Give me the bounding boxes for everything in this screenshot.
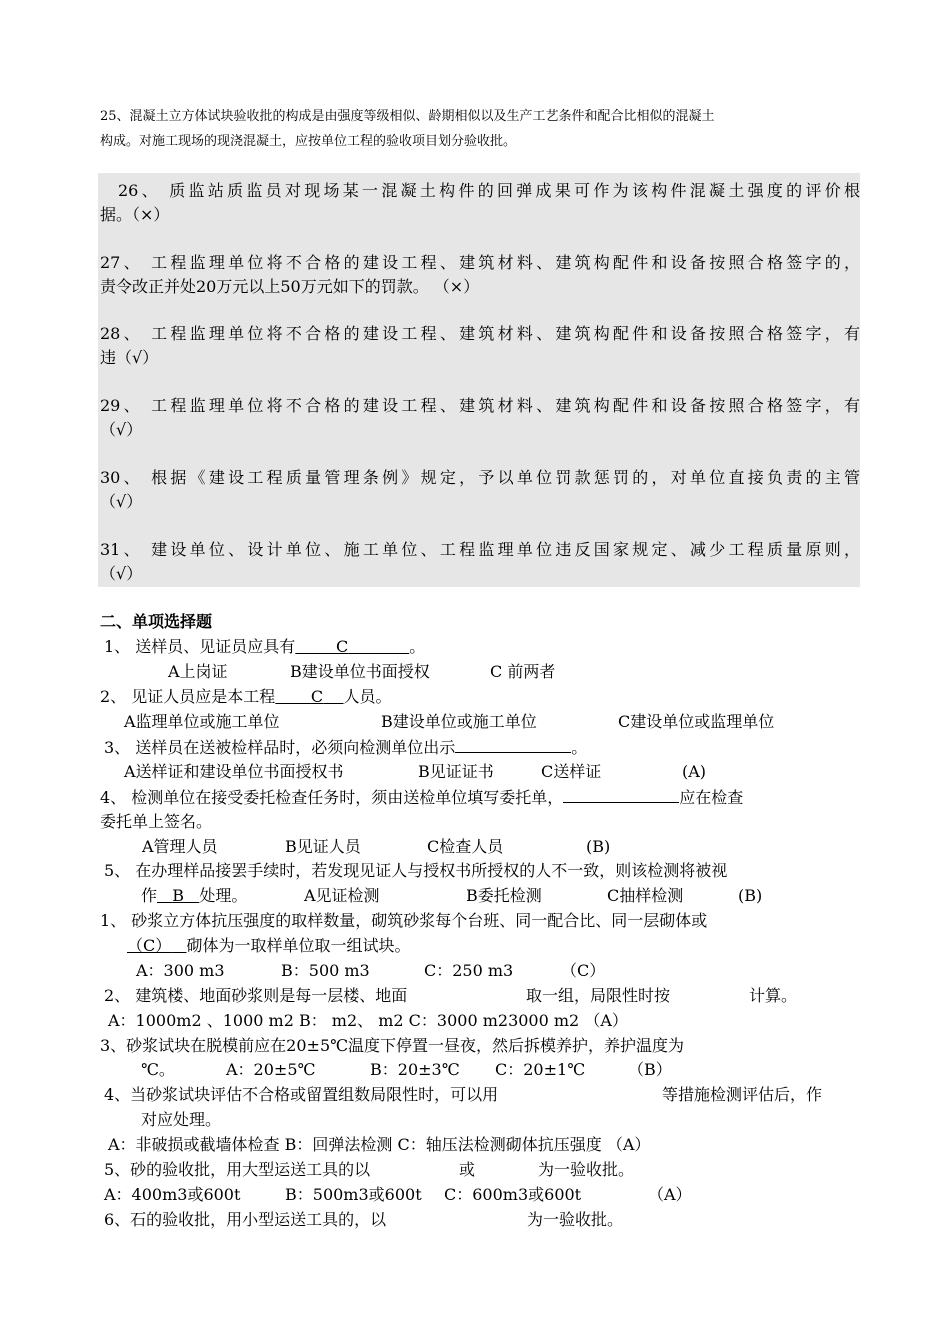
mortar-q4-line1-a: 4、当砂浆试块评估不合格或留置组数局限性时，可以用 bbox=[104, 1085, 499, 1104]
section-heading: 二、单项选择题 bbox=[100, 612, 213, 631]
aggr-q5-option-a: A：400m3或600t bbox=[104, 1185, 241, 1204]
mortar-q3-option-b: B：20±3℃ bbox=[370, 1060, 460, 1079]
mortar-q2-line1-c: 计算。 bbox=[749, 986, 798, 1005]
mortar-q4-options: A：非破损或截墙体检查 B：回弹法检测 C：轴压法检测砌体抗压强度 （A） bbox=[108, 1135, 651, 1154]
mortar-q3-line1: 3、砂浆试块在脱模前应在20±5℃温度下停置一昼夜，然后拆模养护，养护温度为 bbox=[100, 1036, 685, 1055]
tf-q31-line1: 31、 建设单位、设计单位、施工单位、工程监理单位违反国家规定、减少工程质量原则， bbox=[100, 540, 860, 559]
mortar-q1-option-a: A：300 m3 bbox=[136, 961, 225, 980]
mc-q3-option-a: A送样证和建设单位书面授权书 bbox=[124, 762, 344, 781]
mc-q4-answer-blank bbox=[563, 785, 679, 803]
mortar-q3-unit: ℃。 bbox=[141, 1060, 175, 1079]
mc-q1-option-a: A上岗证 bbox=[168, 662, 228, 681]
mortar-q3-option-a: A：20±5℃ bbox=[226, 1060, 316, 1079]
mc-q1-answer: C bbox=[335, 637, 349, 656]
mc-q1-stem bbox=[104, 635, 425, 659]
aggr-q6-line1-a: 6、石的验收批，用小型运送工具的，以 bbox=[104, 1210, 387, 1229]
mc-q4-line1 bbox=[100, 785, 743, 810]
mortar-q1-option-b: B：500 m3 bbox=[281, 961, 370, 980]
mc-q2-stem-text: 2、 见证人员应是本工程 bbox=[100, 687, 276, 706]
mc-q1-answer-blank bbox=[295, 637, 409, 656]
tf-question-30 bbox=[100, 466, 860, 514]
mc-q3-stem bbox=[104, 735, 587, 760]
mc-q1-option-c: C 前两者 bbox=[490, 662, 556, 681]
tf-question-31 bbox=[100, 538, 860, 586]
mc-q4-key: (B) bbox=[586, 837, 611, 856]
mc-q4-option-c: C检查人员 bbox=[427, 837, 504, 856]
tf-q28-line1: 28、 工程监理单位将不合格的建设工程、建筑材料、建筑构配件和设备按照合格签字，有 bbox=[100, 324, 860, 343]
mc-q5-key: (B) bbox=[738, 886, 763, 905]
mortar-q1-answer: （C） bbox=[127, 936, 172, 955]
aggr-q5-option-b: B：500m3或600t bbox=[285, 1185, 422, 1204]
aggr-q5-line1-a: 5、砂的验收批，用大型运送工具的以 bbox=[104, 1160, 371, 1179]
mc-q1-option-b: B建设单位书面授权 bbox=[290, 662, 430, 681]
mc-q3-stem-text: 3、 送样员在送被检样品时，必须向检测单位出示 bbox=[104, 738, 456, 757]
mortar-q1-option-c: C：250 m3 bbox=[424, 961, 514, 980]
mc-q5-option-c: C抽样检测 bbox=[607, 886, 684, 905]
mc-q5-answer-blank bbox=[157, 886, 199, 905]
tf-q25-line1: 25、混凝土立方体试块验收批的构成是由强度等级相似、龄期相似以及生产工艺条件和配合比相似的混凝土 bbox=[100, 109, 715, 124]
mc-q2-answer: C bbox=[310, 687, 324, 706]
mc-q5-line2-a: 作 bbox=[141, 886, 158, 905]
mortar-q1-answer-pad bbox=[171, 936, 186, 955]
mc-q5-option-a: A见证检测 bbox=[304, 886, 380, 905]
mc-q3-key: (A) bbox=[682, 762, 707, 781]
aggr-q5-option-c: C：600m3或600t bbox=[444, 1185, 582, 1204]
tf-question-26 bbox=[100, 179, 860, 227]
tf-q28-line2: 违（√） bbox=[100, 348, 159, 367]
mc-q5-line2 bbox=[141, 884, 247, 908]
tf-q26-line2: 据。（×） bbox=[100, 205, 170, 224]
mc-q2-stem bbox=[100, 685, 392, 709]
mortar-q2-options: A：1000m2 、1000 m2 B： m2、 m2 C：3000 m23000 m2 （A） bbox=[108, 1011, 628, 1030]
tf-q27-line2: 责令改正并处20万元以上50万元如下的罚款。 （×） bbox=[100, 277, 480, 296]
tf-q29-line2: （√） bbox=[100, 420, 143, 439]
mc-q4-option-a: A管理人员 bbox=[142, 837, 218, 856]
mortar-q3-option-c: C：20±1℃ bbox=[495, 1060, 586, 1079]
mortar-q3-key: （B） bbox=[628, 1060, 672, 1079]
tf-q25-line2: 构成。对施工现场的现浇混凝土，应按单位工程的验收项目划分验收批。 bbox=[100, 134, 517, 149]
aggr-q5-line1-b: 或 bbox=[459, 1160, 476, 1179]
tf-q27-line1: 27、 工程监理单位将不合格的建设工程、建筑材料、建筑构配件和设备按照合格签字的， bbox=[100, 253, 860, 272]
mc-q2-option-a: A监理单位或施工单位 bbox=[124, 712, 280, 731]
mc-q4-option-b: B见证人员 bbox=[285, 837, 361, 856]
tf-question-25 bbox=[100, 104, 860, 154]
mc-q5-line1: 5、 在办理样品接罢手续时，若发现见证人与授权书所授权的人不一致，则该检测将被视 bbox=[104, 861, 728, 880]
mortar-q1-line2 bbox=[127, 934, 411, 958]
mc-q3-option-c: C送样证 bbox=[541, 762, 602, 781]
tf-q26-line1: 26、 质监站质监员对现场某一混凝土构件的回弹成果可作为该构件混凝土强度的评价根 bbox=[118, 181, 860, 200]
aggr-q5-key: （A） bbox=[648, 1185, 692, 1204]
mc-q1-end: 。 bbox=[409, 637, 426, 656]
tf-question-28 bbox=[100, 322, 860, 370]
mc-q4-line1-b: 应在检查 bbox=[679, 788, 744, 807]
mc-q1-stem-text: 1、 送样员、见证员应具有 bbox=[104, 637, 296, 656]
tf-q31-line2: （√） bbox=[100, 564, 143, 583]
mc-q2-option-c: C建设单位或监理单位 bbox=[618, 712, 775, 731]
mc-q5-answer: B bbox=[172, 886, 185, 905]
mc-q3-answer-blank bbox=[455, 735, 571, 753]
mc-q2-option-b: B建设单位或施工单位 bbox=[381, 712, 537, 731]
tf-q30-line1: 30、 根据《建设工程质量管理条例》规定，予以单位罚款惩罚的，对单位直接负责的主管 bbox=[100, 468, 860, 487]
mc-q3-option-b: B见证证书 bbox=[418, 762, 494, 781]
mortar-q1-line2-text: 砌体为一取样单位取一组试块。 bbox=[186, 936, 411, 955]
aggr-q5-line1-c: 为一验收批。 bbox=[538, 1160, 635, 1179]
mc-q4-line2: 委托单上签名。 bbox=[100, 812, 213, 831]
mortar-q1-line1: 1、 砂浆立方体抗压强度的取样数量，砌筑砂浆每个台班、同一配合比、同一层砌体或 bbox=[100, 911, 708, 930]
mc-q5-line2-b: 处理。 bbox=[199, 886, 248, 905]
mc-q3-end: 。 bbox=[571, 738, 588, 757]
mc-q4-line1-a: 4、 检测单位在接受委托检查任务时，须由送检单位填写委托单， bbox=[100, 788, 564, 807]
mortar-q4-line2: 对应处理。 bbox=[141, 1110, 222, 1129]
tf-question-29 bbox=[100, 394, 860, 442]
tf-question-27 bbox=[100, 251, 860, 299]
aggr-q6-line1-b: 为一验收批。 bbox=[527, 1210, 624, 1229]
mc-q5-option-b: B委托检测 bbox=[466, 886, 542, 905]
mc-q2-answer-blank bbox=[275, 687, 343, 706]
mortar-q2-line1-a: 2、 建筑楼、地面砂浆则是每一层楼、地面 bbox=[104, 986, 408, 1005]
mortar-q2-line1-b: 取一组，局限性时按 bbox=[526, 986, 671, 1005]
mortar-q4-line1-b: 等措施检测评估后，作 bbox=[662, 1085, 823, 1104]
mortar-q1-key: （C） bbox=[561, 961, 606, 980]
tf-q30-line2: （√） bbox=[100, 492, 143, 511]
highlight-block bbox=[98, 173, 860, 587]
mc-q2-end: 人员。 bbox=[343, 687, 392, 706]
tf-q29-line1: 29、 工程监理单位将不合格的建设工程、建筑材料、建筑构配件和设备按照合格签字，有 bbox=[100, 396, 860, 415]
